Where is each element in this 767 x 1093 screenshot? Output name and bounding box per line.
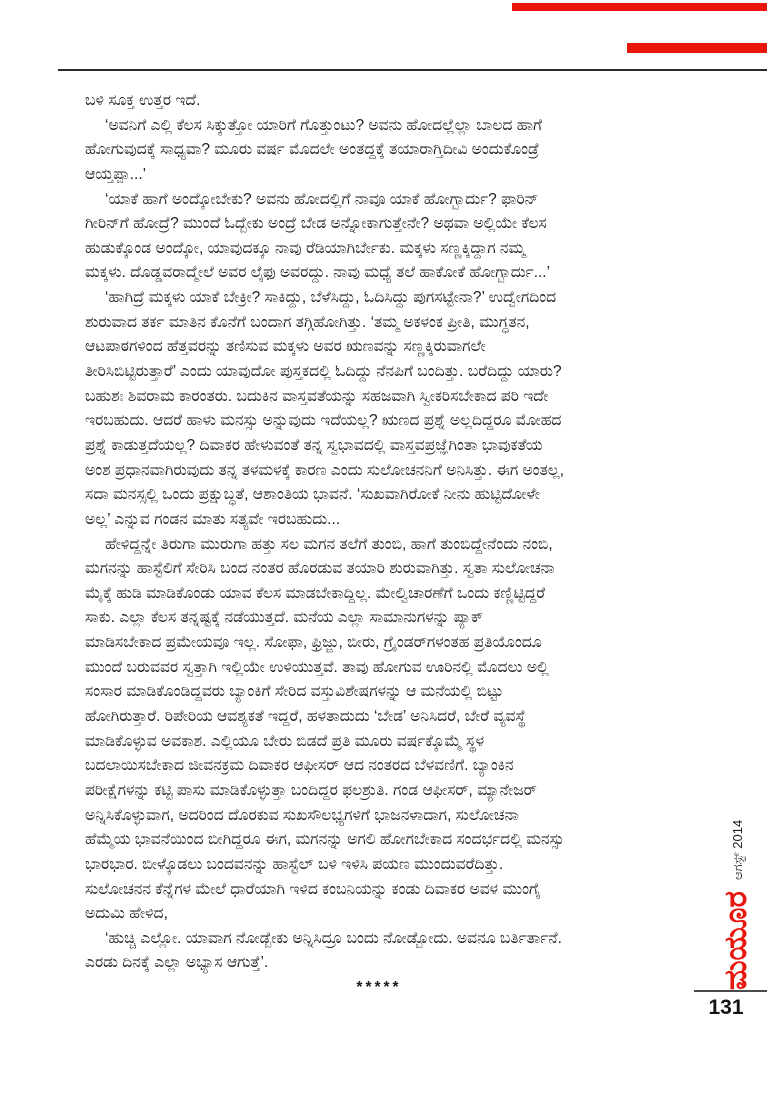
text-line: ಗೀರಿನ್‌ಗೆ ಹೋದ್ರೆ? ಮುಂದೆ ಓದ್ಬೇಕು ಅಂದ್ರೆ ಬೇಡ ಅನ್ನೋಕಾಗುತ್ತೇನೇ? ಅಥವಾ ಅಲ್ಲಿಯೇ ಕೆಲಸ [85,215,547,233]
red-second-bar [627,43,767,53]
text-line: ತೀರಿಸಿಬಿಟ್ಟಿರುತ್ತಾರೆ’ ಎಂದು ಯಾವುದೋ ಪುಸ್ತಕದಲ್ಲಿ ಓದಿದ್ದು ನೆನಪಿಗೆ ಬಂದಿತ್ತು. ಬರೆದಿದ್ದು ಯಾರು? [85,363,562,381]
text-line: ಹೇಳಿದ್ದನ್ನೇ ತಿರುಗಾ ಮುರುಗಾ ಹತ್ತು ಸಲ ಮಗನ ತಲೆಗೆ ತುಂಬಿ, ಹಾಗೆ ತುಂಬಿದ್ದೇನೆಂದು ನಂಬಿ, [105,535,553,553]
header-rule [58,69,767,71]
text-line: ಹುಡುಕ್ಕೊಂಡ ಅಂದ್ಕೋ, ಯಾವುದಕ್ಕೂ ನಾವು ರೆಡಿಯಾಗಿರ್ಬೇಕು. ಮಕ್ಕಳು ಸಣ್ಣಕ್ಕಿದ್ದಾಗ ನಮ್ಮ [85,239,526,257]
text-line: ‘ಹುಚ್ಚಿ ಎಲ್ಲೋ. ಯಾವಾಗ ನೋಡ್ಬೇಕು ಅನ್ನಿಸಿದ್ರೂ ಬಂದು ನೋಡ್ಬೋದು. ಅವನೂ ಬರ್ತಿರ್ತಾನೆ. [105,929,562,947]
text-line: ಮುಂದೆ ಬರುವವರ ಸ್ವತ್ತಾಗಿ ಇಲ್ಲಿಯೇ ಉಳಿಯುತ್ತವೆ. ತಾವು ಹೋಗುವ ಊರಿನಲ್ಲಿ ಮೊದಲು ಅಲ್ಲಿ [85,658,549,676]
text-line: ಆಟಪಾಠಗಳಿಂದ ಹೆತ್ತವರನ್ನು ತಣಿಸುವ ಮಕ್ಕಳು ಅವರ ಋಣವನ್ನು ಸಣ್ಣಕ್ಕಿರುವಾಗಲೇ [85,338,486,356]
text-line: ಅಲ್ಲ’ ಎನ್ನುವ ಗಂಡನ ಮಾತು ಸತ್ಯವೇ ಇರಬಹುದು... [85,510,341,528]
magazine-issue-date: ಆಗಸ್ಟ್ 2014 [730,819,745,880]
text-line: ಅನ್ನಿಸಿಕೊಳ್ಳುವಾಗ, ಅದರಿಂದ ದೊರಕುವ ಸುಖಸೌಲಭ್ಯಗಳಿಗೆ ಭಾಜನಳಾದಾಗ, ಸುಲೋಚನಾ [85,806,519,824]
text-line: ಮೈಕ್ಕೆ ಹುಡಿ ಮಾಡಿಕೊಂಡು ಯಾವ ಕೆಲಸ ಮಾಡಬೇಕಾದ್ದಿಲ್ಲ. ಮೇಲ್ವಿಚಾರಣೆಗೆ ಒಂದು ಕಣ್ಣಿಟ್ಟಿದ್ದರೆ [85,584,546,602]
text-line: ಬಳಿ ಸೂಕ್ತ ಉತ್ತರ ಇದೆ. [85,92,201,109]
text-line: ಮಕ್ಕಳು. ದೊಡ್ಡವರಾದ್ಮೇಲೆ ಅವರ ಲೈಫು ಅವರದ್ದು. ನಾವು ಮಧ್ಯೆ ತಲೆ ಹಾಕೋಕೆ ಹೋಗ್ಬಾರ್ದು...’ [85,264,551,282]
text-line: ಮಾಡಿಸಬೇಕಾದ ಪ್ರಮೇಯವೂ ಇಲ್ಲ. ಸೋಫಾ, ಫ್ರಿಜ್ಜು, ಬೀರು, ಗ್ರೈಂಡರ್‌ಗಳಂತಹ ಪ್ರತಿಯೊಂದೂ [85,634,542,652]
text-line: ಆಯ್ತಪ್ಪಾ...’ [85,165,147,183]
text-line: ಸಾಕು. ಎಲ್ಲಾ ಕೆಲಸ ತನ್ನಷ್ಟಕ್ಕೆ ನಡೆಯುತ್ತದೆ. ಮನೆಯ ಎಲ್ಲಾ ಸಾಮಾನುಗಳನ್ನು ಪ್ಯಾಕ್ [85,609,484,627]
page-number: 131 [708,996,744,1019]
text-line: ಮಗನನ್ನು ಹಾಸ್ಟೆಲಿಗೆ ಸೇರಿಸಿ ಬಂದ ನಂತರ ಹೊರಡುವ ತಯಾರಿ ಶುರುವಾಗಿತ್ತು. ಸ್ವತಾ ಸುಲೋಚನಾ [85,560,555,578]
text-line: ‘ಅವನಿಗೆ ಎಲ್ಲಿ ಕೆಲಸ ಸಿಕ್ಕುತ್ತೋ ಯಾರಿಗೆ ಗೊತ್ತುಂಟು? ಅವನು ಹೋದಲ್ಲೆಲ್ಲಾ ಬಾಲದ ಹಾಗೆ [105,116,542,134]
text-line: ಬದಲಾಯಿಸಬೇಕಾದ ಜೀವನಕ್ರಮ ದಿವಾಕರ ಆಫೀಸರ್ ಆದ ನಂತರದ ಬೆಳವಣಿಗೆ. ಬ್ಯಾಂಕಿನ [85,757,514,775]
text-line: ಹೋಗಿರುತ್ತಾರೆ. ರಿಪೇರಿಯ ಆವಶ್ಯಕತೆ ಇದ್ದರೆ, ಹಳತಾದುದು ‘ಬೇಡ’ ಅನಿಸಿದರೆ, ಬೇರೆ ವ್ಯವಸ್ಥೆ [85,708,526,726]
text-line: ಹೆಮ್ಮೆಯ ಭಾವನೆಯಿಂದ ಬೀಗಿದ್ದರೂ ಈಗ, ಮಗನನ್ನು ಅಗಲಿ ಹೋಗಬೇಕಾದ ಸಂದರ್ಭದಲ್ಲಿ ಮನಸ್ಸು [85,831,565,849]
text-line: ಸಂಸಾರ ಮಾಡಿಕೊಂಡಿದ್ದವರು ಬ್ಯಾಂಕಿಗೆ ಸೇರಿದ ವಸ್ತುವಿಶೇಷಗಳನ್ನು ಆ ಮನೆಯಲ್ಲಿ ಬಿಟ್ಟು [85,683,504,701]
text-line: ಪ್ರಶ್ನೆ ಕಾಡುತ್ತದೆಯಲ್ಲ? ದಿವಾಕರ ಹೇಳುವಂತೆ ತನ್ನ ಸ್ವಭಾವದಲ್ಲಿ ವಾಸ್ತವಪ್ರಜ್ಞೆಗಿಂತಾ ಭಾವುಕತೆಯ [85,436,543,454]
text-line: ಅದುಮಿ ಹೇಳಿದ, [85,905,168,923]
red-top-bar [512,3,767,11]
text-line: ‘ಯಾಕೆ ಹಾಗೆ ಅಂದ್ಕೋಬೇಕು? ಅವನು ಹೋದಲ್ಲಿಗೆ ನಾವೂ ಯಾಕೆ ಹೋಗ್ಬಾರ್ದು? ಫಾರಿನ್ [105,190,539,208]
text-line: ಬಹುಶಃ ಶಿವರಾಮ ಕಾರಂತರು. ಬದುಕಿನ ವಾಸ್ತವತೆಯನ್ನು ಸಹಜವಾಗಿ ಸ್ವೀಕರಿಸಬೇಕಾದ ಪರಿ ಇದೇ [85,387,549,405]
text-line: ಎರಡು ದಿನಕ್ಕೆ ಎಲ್ಲಾ ಅಭ್ಯಾಸ ಆಗುತ್ತೆ’. [85,954,269,972]
text-line: ಪರೀಕ್ಷೆಗಳನ್ನು ಕಟ್ಟಿ ಪಾಸು ಮಾಡಿಕೊಳ್ಳುತ್ತಾ ಬಂದಿದ್ದರ ಫಲಶ್ರುತಿ. ಗಂಡ ಆಫೀಸರ್, ಮ್ಯಾನೇಜರ್ [85,781,537,799]
text-line: ಶುರುವಾದ ತರ್ಕ ಮಾತಿನ ಕೊನೆಗೆ ಬಂದಾಗ ತಗ್ಗಿಹೋಗಿತ್ತು. ‘ತಮ್ಮ ಅಕಳಂಕ ಪ್ರೀತಿ, ಮುಗ್ಧತನ, [85,313,530,331]
text-line: ಅಂಶ ಪ್ರಧಾನವಾಗಿರುವುದು ತನ್ನ ತಳಮಳಕ್ಕೆ ಕಾರಣ ಎಂದು ಸುಲೋಚನನಿಗೆ ಅನಿಸಿತ್ತು. ಈಗ ಅಂತಲ್ಲ, [85,461,565,479]
section-end-asterisks: ***** [356,979,402,997]
text-line: ‘ಹಾಗಿದ್ರೆ ಮಕ್ಕಳು ಯಾಕೆ ಬೇಕ್ರೀ? ಸಾಕಿದ್ದು, ಬೆಳೆಸಿದ್ದು, ಓದಿಸಿದ್ದು ಪುಗಸಟ್ಟೇನಾ?’ ಉದ್ವೇಗದಿಂದ [105,289,557,307]
text-line: ಭಾರಭಾರ. ಬೀಳ್ಕೊಡಲು ಬಂದವನನ್ನು ಹಾಸ್ಟೆಲ್ ಬಳಿ ಇಳಿಸಿ ಪಯಣ ಮುಂದುವರೆದಿತ್ತು. [85,855,504,873]
magazine-masthead: ಮಯೂರ [718,891,753,990]
text-line: ಸುಲೋಚನನ ಕೆನ್ನೆಗಳ ಮೇಲೆ ಧಾರೆಯಾಗಿ ಇಳಿದ ಕಂಬನಿಯನ್ನು ಕಂಡು ದಿವಾಕರ ಅವಳ ಮುಂಗೈ [85,880,541,898]
page-number-rule [694,990,767,992]
text-line: ಇರಬಹುದು. ಆದರೆ ಹಾಳು ಮನಸ್ಸು ಅನ್ನುವುದು ಇದೆಯಲ್ಲ? ಋಣದ ಪ್ರಶ್ನೆ ಅಲ್ಲದಿದ್ದರೂ ಮೋಹದ [85,412,562,430]
body-text-column [85,89,673,1001]
text-line: ಸದಾ ಮನಸ್ಸಲ್ಲಿ ಒಂದು ಪ್ರಕ್ಷುಬ್ಧತೆ, ಆಶಾಂತಿಯ ಭಾವನೆ. ‘ಸುಖವಾಗಿರೋಕೆ ನೀನು ಹುಟ್ಟಿದೋಳೇ [85,486,541,504]
text-line: ಹೋಗುವುದಕ್ಕೆ ಸಾಧ್ಯವಾ? ಮೂರು ವರ್ಷ ಮೊದಲೇ ಅಂತದ್ದಕ್ಕೆ ತಯಾರಾಗ್ತಿದೀವಿ ಅಂದುಕೊಂಡ್ರೆ [85,141,540,159]
text-line: ಮಾಡಿಕೊಳ್ಳುವ ಅವಕಾಶ. ಎಲ್ಲಿಯೂ ಬೇರು ಬಿಡದೆ ಪ್ರತಿ ಮೂರು ವರ್ಷಕ್ಕೊಮ್ಮೆ ಸ್ಥಳ [85,732,485,750]
